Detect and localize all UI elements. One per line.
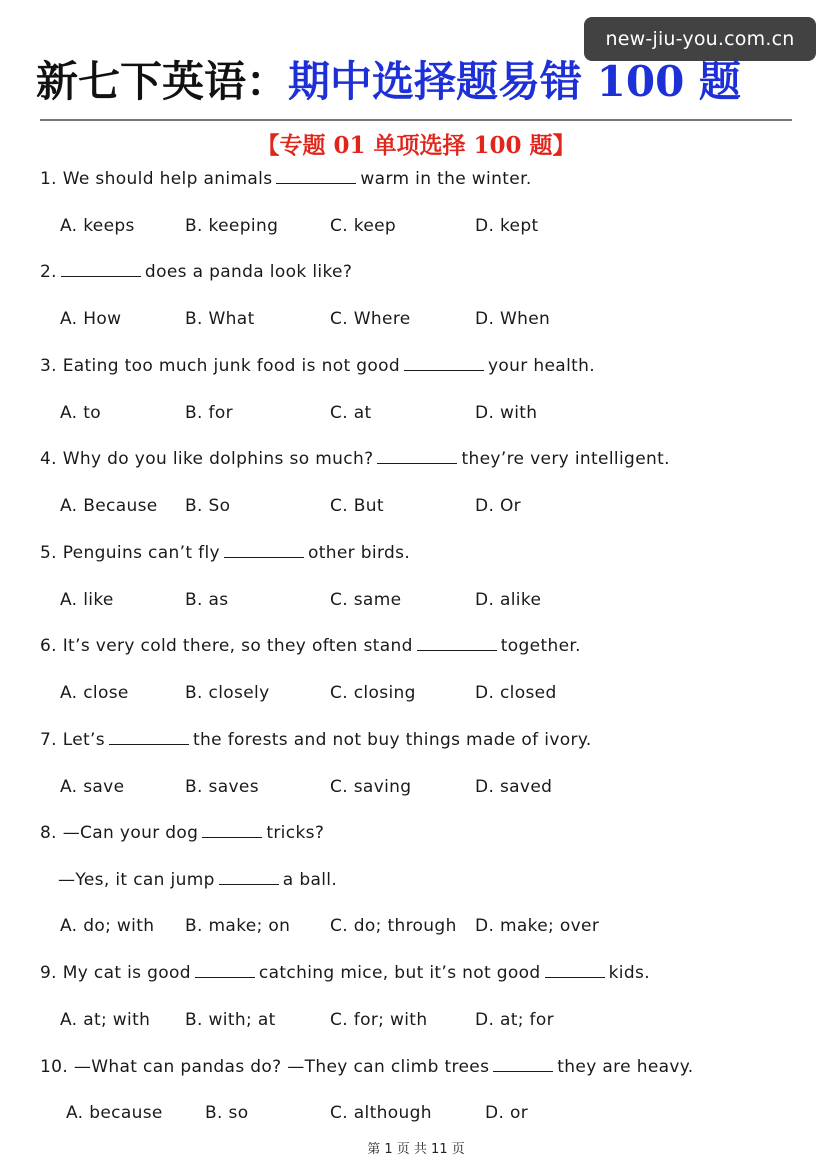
option-d: D. closed [475,683,557,703]
option-d: D. with [475,403,538,423]
question-8 [40,820,324,846]
page-title [36,50,806,114]
question-4 [40,446,670,472]
option-d: D. or [485,1103,529,1123]
question-text: does a panda look like? [144,262,353,282]
question-7 [40,727,592,753]
answer-blank [61,260,141,277]
option-b: B. with; at [185,1010,276,1030]
question-text: My cat is good [62,963,191,983]
question-10 [40,1054,694,1080]
option-a: A. because [66,1103,163,1123]
answer-blank [195,961,255,978]
answer-blank [219,868,279,885]
answer-blank [377,447,457,464]
answer-blank [493,1055,553,1072]
answer-blank [109,728,189,745]
section-subtitle: 【专题 01 单项选择 100 题】 [256,132,576,159]
option-b: B. What [185,309,255,329]
option-c: C. But [330,496,384,516]
question-9 [40,960,650,986]
question-text: It’s very cold there, so they often stand [62,636,413,656]
option-c: C. although [330,1103,432,1123]
option-c: C. do; through [330,916,457,936]
question-text: the forests and not buy things made of ivory. [193,730,592,750]
question-number: 1. [40,169,57,189]
question-text: catching mice, but it’s not good [258,963,541,983]
options-4 [0,493,832,519]
question-number: 8. [40,823,57,843]
option-b: B. So [185,496,231,516]
option-a: A. Because [60,496,158,516]
options-2 [0,306,832,332]
page-footer: 第 1 页 共 11 页 [367,1142,465,1157]
question-number: 3. [40,356,57,376]
option-d: D. Or [475,496,522,516]
question-text: they’re very intelligent. [461,449,670,469]
question-5 [40,540,410,566]
option-c: C. saving [330,777,412,797]
watermark-badge: new-jiu-you.com.cn [584,17,816,61]
title-prefix: 新七下英语： [36,57,289,106]
question-number: 10. [40,1057,69,1077]
question-text: We should help animals [62,169,273,189]
title-divider [40,119,792,121]
option-b: B. closely [185,683,270,703]
question-8-reply [58,867,337,893]
option-c: C. for; with [330,1010,428,1030]
option-a: A. at; with [60,1010,151,1030]
question-number: 5. [40,543,57,563]
options-8 [0,913,832,939]
option-d: D. at; for [475,1010,554,1030]
option-a: A. How [60,309,122,329]
option-d: D. kept [475,216,539,236]
option-b: B. so [205,1103,249,1123]
question-3 [40,353,595,379]
answer-blank [276,167,356,184]
options-7 [0,774,832,800]
title-highlight: 期中选择题易错 100 题 [288,57,741,106]
options-5 [0,587,832,613]
option-a: A. like [60,590,114,610]
question-text: other birds. [307,543,411,563]
answer-blank [202,821,262,838]
question-text: Let’s [62,730,105,750]
option-a: A. close [60,683,129,703]
question-text: —Can your dog [62,823,199,843]
option-c: C. keep [330,216,397,236]
question-6 [40,633,581,659]
question-text: kids. [608,963,650,983]
options-3 [0,400,832,426]
question-text: tricks? [266,823,325,843]
question-number: 2. [40,262,57,282]
option-b: B. make; on [185,916,291,936]
options-9 [0,1007,832,1033]
answer-blank [545,961,605,978]
question-number: 6. [40,636,57,656]
question-text: warm in the winter. [360,169,532,189]
question-text: together. [500,636,581,656]
option-c: C. Where [330,309,411,329]
option-a: A. to [60,403,101,423]
question-number: 4. [40,449,57,469]
option-a: A. keeps [60,216,135,236]
answer-blank [224,541,304,558]
question-text: —What can pandas do? —They can climb trees [73,1057,490,1077]
option-b: B. for [185,403,233,423]
answer-blank [404,354,484,371]
option-a: A. do; with [60,916,155,936]
answer-blank [417,634,497,651]
question-1 [40,166,532,192]
option-d: D. alike [475,590,542,610]
option-c: C. same [330,590,402,610]
question-text: they are heavy. [557,1057,694,1077]
question-text: —Yes, it can jump [58,870,215,890]
option-c: C. closing [330,683,416,703]
options-6 [0,680,832,706]
options-10 [0,1100,832,1126]
options-1 [0,213,832,239]
question-number: 9. [40,963,57,983]
option-d: D. When [475,309,551,329]
option-d: D. make; over [475,916,600,936]
option-b: B. keeping [185,216,279,236]
question-2 [40,259,352,285]
question-text: Penguins can’t fly [62,543,220,563]
question-text: a ball. [282,870,338,890]
option-a: A. save [60,777,125,797]
question-number: 7. [40,730,57,750]
option-c: C. at [330,403,372,423]
option-b: B. as [185,590,229,610]
option-b: B. saves [185,777,259,797]
option-d: D. saved [475,777,553,797]
question-text: Why do you like dolphins so much? [62,449,374,469]
question-text: your health. [488,356,596,376]
question-text: Eating too much junk food is not good [62,356,400,376]
